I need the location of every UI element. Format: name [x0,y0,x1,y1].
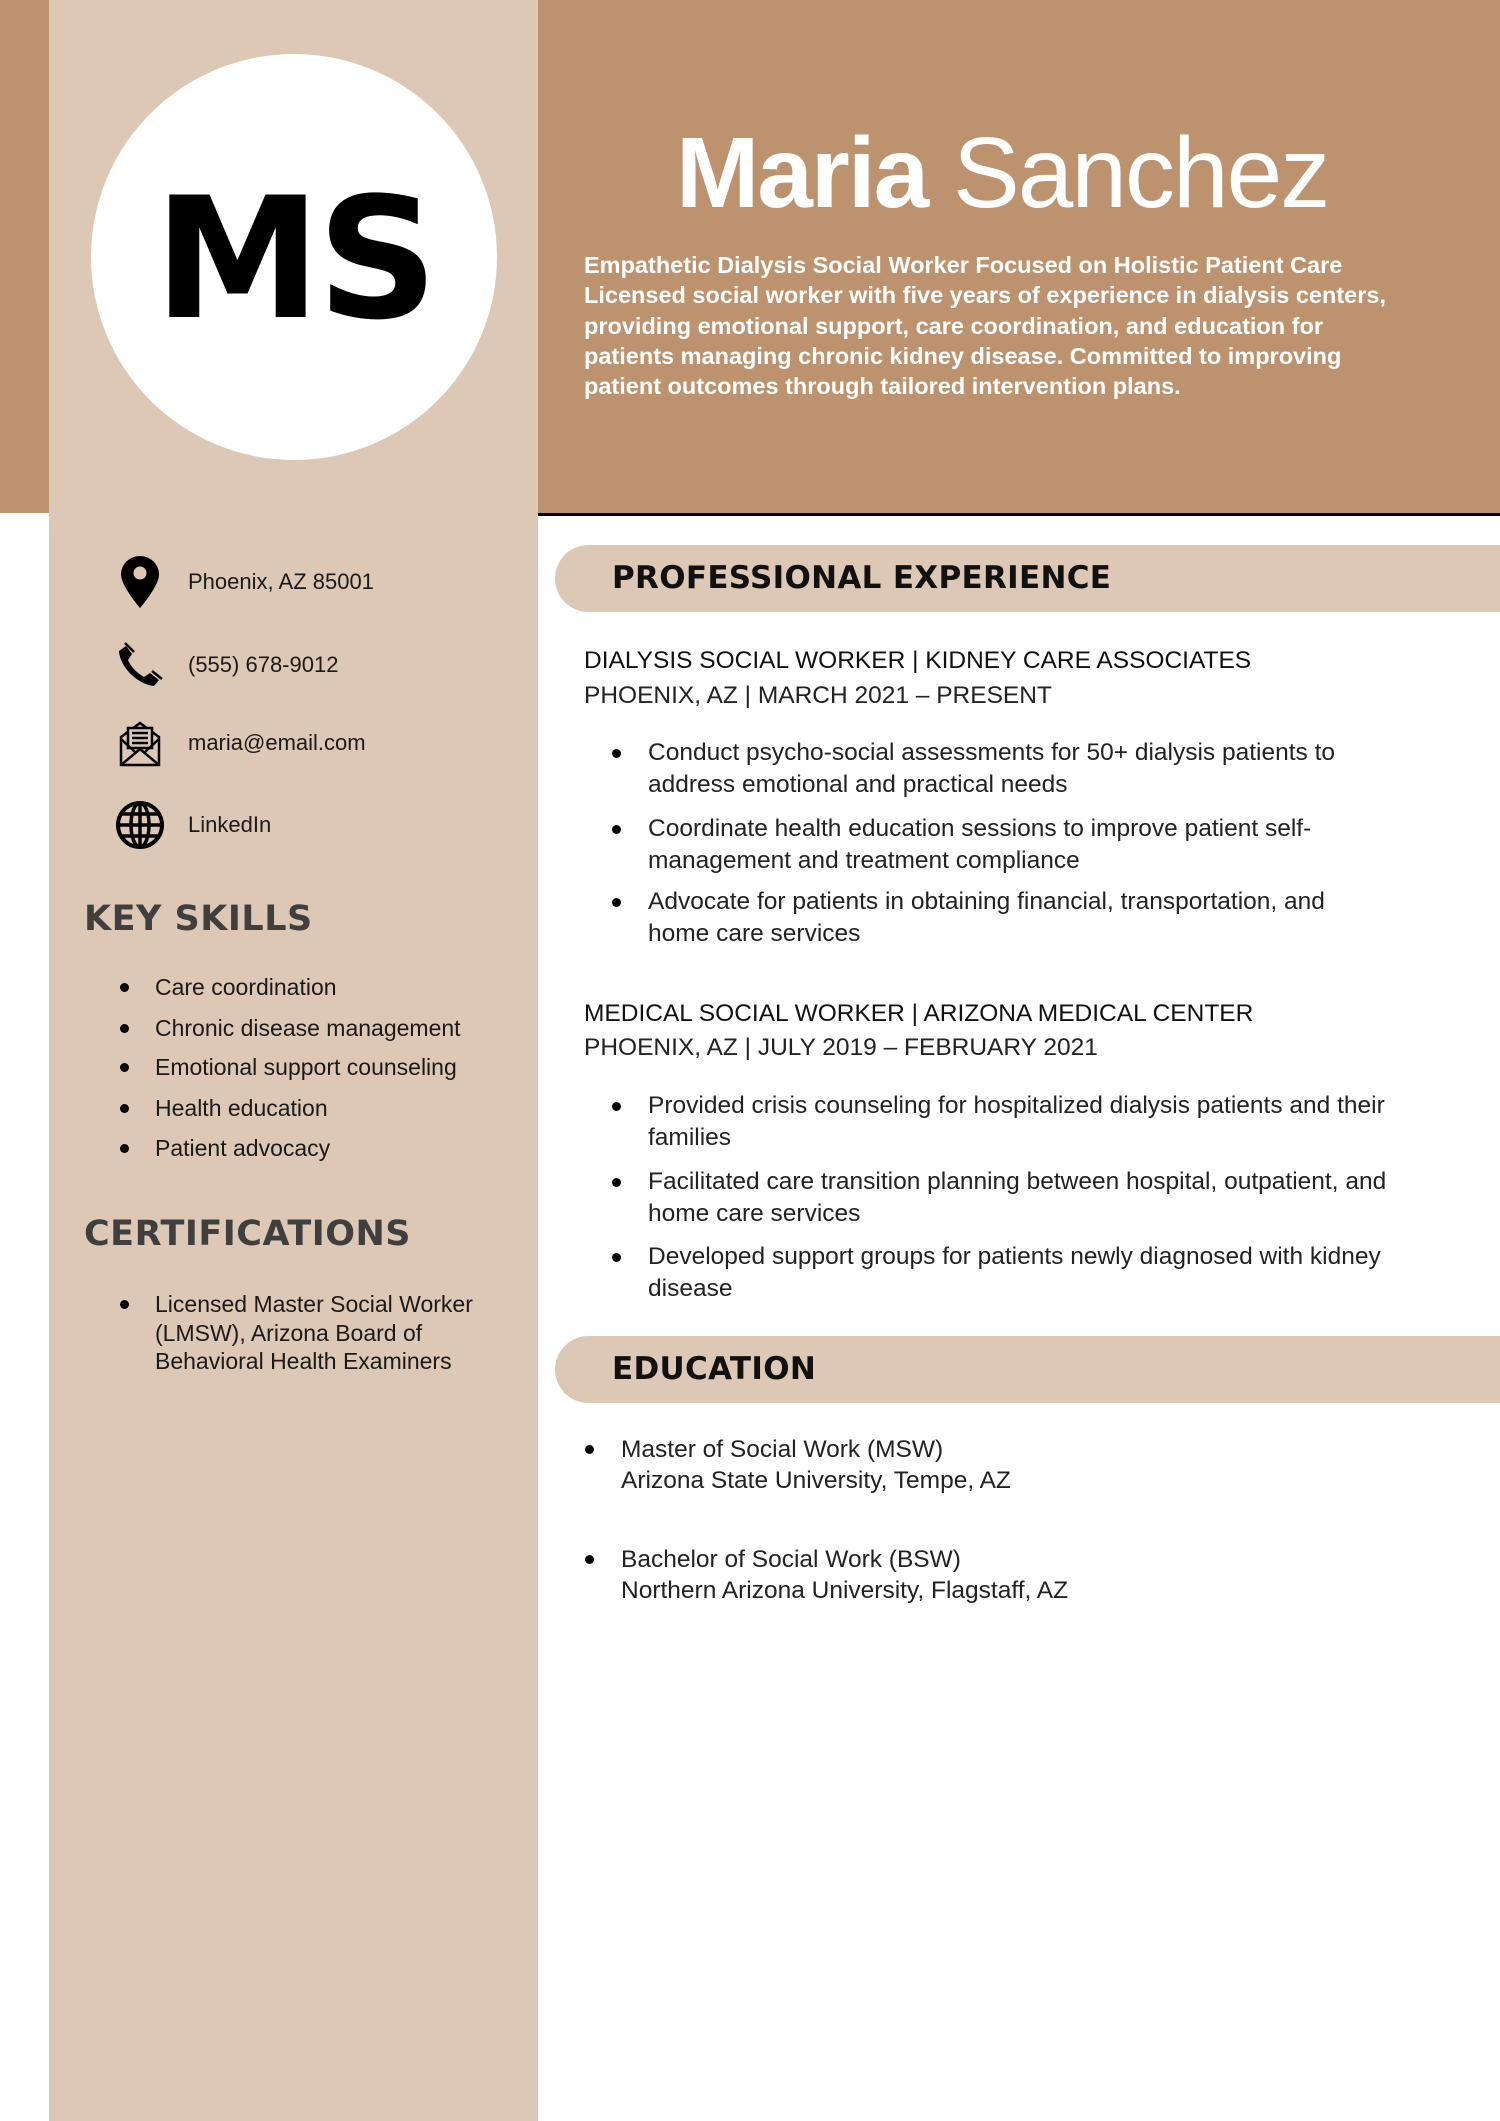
bullet-icon [612,1178,621,1187]
globe-icon [110,797,170,853]
bullet-icon [612,1253,621,1262]
candidate-name [676,118,1396,228]
education-heading: EDUCATION [612,1351,817,1387]
key-skills-heading: KEY SKILLS [84,899,313,939]
linkedin-link[interactable]: LinkedIn [188,812,272,837]
certification-line: (LMSW), Arizona Board of [155,1319,423,1346]
bullet-icon [120,1104,129,1113]
contact-linkedin[interactable] [110,795,530,855]
envelope-icon [110,715,170,771]
degree: Master of Social Work (MSW) [621,1436,944,1463]
certifications-heading: CERTIFICATIONS [84,1214,412,1254]
contact-phone [110,635,530,695]
school: Arizona State University, Tempe, AZ [621,1467,1011,1494]
education-band [555,1336,1500,1403]
header-divider [538,513,1500,516]
school: Northern Arizona University, Flagstaff, AZ [621,1577,1069,1604]
bullet-icon [120,1144,129,1153]
bullet-icon [120,1300,129,1309]
phone-text: (555) 678-9012 [188,652,339,677]
bullet-icon [120,1063,129,1072]
certification-line: Behavioral Health Examiners [155,1348,452,1375]
first-name: Maria [676,117,928,229]
degree: Bachelor of Social Work (BSW) [621,1546,961,1573]
profile-summary [584,250,1484,401]
certification-line: Licensed Master Social Worker [155,1291,473,1317]
monogram-initials: MS [153,161,435,357]
bullet-icon [120,983,129,992]
professional-experience-heading: PROFESSIONAL EXPERIENCE [612,560,1112,596]
summary-headline: Empathetic Dialysis Social Worker Focused on Holistic Patient Care [584,252,1343,278]
summary-line: patient outcomes through tailored intervention plans. [584,373,1181,400]
map-pin-icon [110,554,170,610]
contact-location [110,552,530,612]
job-title: MEDICAL SOCIAL WORKER | ARIZONA MEDICAL CENTER [584,1000,1254,1027]
bullet-icon [612,898,621,907]
summary-line: Licensed social worker with five years of experience in dialysis centers, [584,282,1386,309]
location-text: Phoenix, AZ 85001 [188,569,374,594]
professional-experience-band [555,545,1500,612]
bullet-icon [585,1555,594,1564]
last-name: Sanchez [953,117,1329,229]
email-text: maria@email.com [188,730,366,755]
bullet-icon [612,825,621,834]
summary-line: providing emotional support, care coordination, and education for [584,312,1323,339]
summary-line: patients managing chronic kidney disease. Committed to improving [584,342,1342,369]
phone-icon [110,637,170,693]
bullet-icon [612,749,621,758]
job-location-dates: PHOENIX, AZ | MARCH 2021 – PRESENT [584,682,1052,709]
job-title: DIALYSIS SOCIAL WORKER | KIDNEY CARE ASSOCIATES [584,647,1252,674]
bullet-icon [120,1024,129,1033]
contact-email [110,713,530,773]
job-location-dates: PHOENIX, AZ | JULY 2019 – FEBRUARY 2021 [584,1034,1098,1061]
bullet-icon [585,1445,594,1454]
bullet-icon [612,1102,621,1111]
monogram-avatar [91,54,497,460]
